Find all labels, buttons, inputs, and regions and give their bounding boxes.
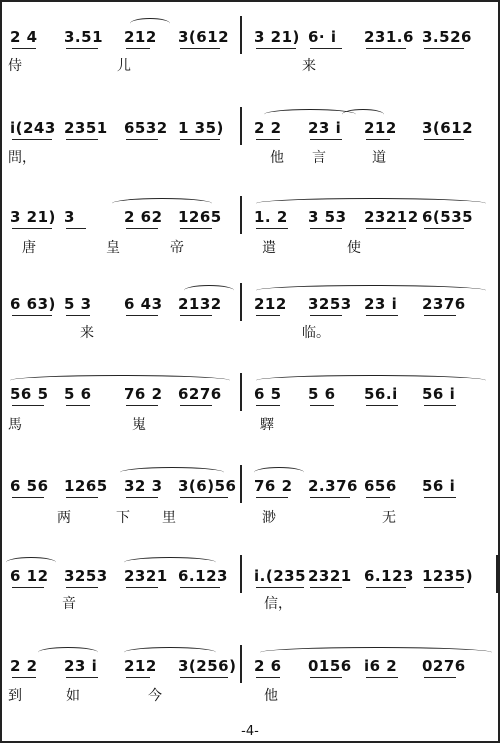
note-group: 1265	[178, 208, 222, 226]
beam-line	[310, 48, 342, 49]
note-group: 656	[364, 477, 397, 495]
beam-line	[12, 139, 52, 140]
slur-mark	[10, 375, 230, 386]
note-group: i6 2	[364, 657, 398, 675]
barline	[240, 196, 242, 234]
note-group: 3(256)	[178, 657, 237, 675]
beam-line	[12, 48, 36, 49]
beam-line	[424, 677, 456, 678]
note-group: 1265	[64, 477, 108, 495]
note-group: 32 3	[124, 477, 163, 495]
note-group: 3253	[308, 295, 352, 313]
note-group: 212	[124, 657, 157, 675]
note-group: 3	[64, 208, 75, 226]
note-group: 76 2	[254, 477, 293, 495]
system-4	[2, 285, 500, 377]
note-group: 6.123	[178, 567, 228, 585]
note-group: 6· i	[308, 28, 337, 46]
beam-line	[66, 228, 86, 229]
lyric-char: 唐	[22, 240, 36, 256]
beam-line	[126, 48, 150, 49]
beam-line	[310, 139, 342, 140]
barline	[240, 107, 242, 145]
note-group: 212	[254, 295, 287, 313]
slur-mark	[260, 647, 492, 658]
beam-line	[256, 315, 280, 316]
beam-line	[424, 139, 464, 140]
beam-line	[366, 587, 406, 588]
beam-line	[66, 139, 98, 140]
beam-line	[310, 228, 342, 229]
beam-line	[180, 677, 228, 678]
beam-line	[256, 587, 304, 588]
note-group: 6 43	[124, 295, 163, 313]
beam-line	[180, 315, 212, 316]
slur-mark	[6, 557, 56, 568]
system-5	[2, 375, 500, 467]
note-group: 6 63)	[10, 295, 56, 313]
note-group: 6 56	[10, 477, 49, 495]
beam-line	[66, 497, 98, 498]
note-group: 231.6	[364, 28, 414, 46]
lyric-char: 音	[62, 596, 76, 612]
system-3	[2, 198, 500, 290]
note-group: 2351	[64, 119, 108, 137]
beam-line	[126, 139, 158, 140]
note-group: 0156	[308, 657, 352, 675]
system-6	[2, 467, 500, 559]
system-1	[2, 18, 500, 110]
lyric-char: 渺	[262, 510, 276, 526]
note-group: i(243	[10, 119, 56, 137]
lyric-char: 来	[80, 325, 94, 341]
note-group: 1 35)	[178, 119, 224, 137]
beam-line	[366, 228, 406, 229]
note-group: 2 62	[124, 208, 163, 226]
slur-mark	[112, 198, 212, 209]
note-group: 2132	[178, 295, 222, 313]
beam-line	[424, 48, 464, 49]
lyric-char: 两	[57, 510, 71, 526]
note-group: 3 53	[308, 208, 347, 226]
beam-line	[126, 405, 158, 406]
lyric-char: 到	[8, 688, 22, 704]
note-group: 23 i	[308, 119, 342, 137]
note-group: 2 2	[254, 119, 282, 137]
slur-mark	[184, 285, 234, 296]
beam-line	[126, 228, 158, 229]
beam-line	[66, 315, 90, 316]
beam-line	[256, 48, 296, 49]
system-2	[2, 109, 500, 201]
beam-line	[310, 587, 342, 588]
beam-line	[66, 677, 98, 678]
note-group: 2321	[308, 567, 352, 585]
lyric-char: 問，	[8, 150, 36, 166]
note-group: 56 i	[422, 385, 456, 403]
note-group: 3(6)56	[178, 477, 237, 495]
note-group: 0276	[422, 657, 466, 675]
slur-mark	[120, 467, 224, 478]
beam-line	[366, 497, 390, 498]
beam-line	[424, 587, 464, 588]
lyric-char: 道	[372, 150, 386, 166]
note-group: 6276	[178, 385, 222, 403]
beam-line	[366, 315, 398, 316]
beam-line	[66, 405, 90, 406]
note-group: 3(612	[422, 119, 474, 137]
beam-line	[424, 228, 464, 229]
beam-line	[424, 497, 456, 498]
beam-line	[126, 497, 158, 498]
beam-line	[126, 315, 158, 316]
beam-line	[126, 677, 150, 678]
beam-line	[256, 677, 280, 678]
note-group: 1. 2	[254, 208, 288, 226]
note-group: 56.i	[364, 385, 398, 403]
beam-line	[12, 587, 44, 588]
beam-line	[180, 48, 220, 49]
lyric-char: 使	[347, 240, 361, 256]
lyric-char: 如	[66, 688, 80, 704]
lyric-char: 他	[270, 150, 284, 166]
lyric-char: 来	[302, 58, 316, 74]
note-group: 23 i	[364, 295, 398, 313]
lyric-char: 嵬	[132, 417, 146, 433]
beam-line	[66, 587, 98, 588]
lyric-char: 遣	[262, 240, 276, 256]
lyric-char: 临。	[302, 325, 330, 341]
system-7	[2, 557, 500, 649]
note-group: 5 6	[64, 385, 92, 403]
note-group: 23 i	[64, 657, 98, 675]
beam-line	[12, 228, 52, 229]
beam-line	[310, 405, 334, 406]
beam-line	[256, 497, 288, 498]
slur-mark	[124, 557, 216, 568]
slur-mark	[254, 467, 304, 478]
note-group: 212	[124, 28, 157, 46]
beam-line	[180, 405, 212, 406]
beam-line	[66, 48, 98, 49]
lyric-char: 里	[162, 510, 176, 526]
note-group: 56 5	[10, 385, 49, 403]
lyric-char: 馬	[8, 417, 22, 433]
note-group: 212	[364, 119, 397, 137]
beam-line	[366, 139, 390, 140]
beam-line	[12, 405, 44, 406]
lyric-char: 言	[312, 150, 326, 166]
lyric-char: 皇	[106, 240, 120, 256]
note-group: 6 5	[254, 385, 282, 403]
barline	[240, 555, 242, 593]
note-group: 3253	[64, 567, 108, 585]
lyric-char: 今	[148, 688, 162, 704]
note-group: 5 3	[64, 295, 92, 313]
beam-line	[126, 587, 158, 588]
note-group: 6 12	[10, 567, 49, 585]
note-group: 3 21)	[254, 28, 300, 46]
lyric-char: 信，	[264, 596, 292, 612]
note-group: 3.51	[64, 28, 104, 46]
lyric-char: 驛	[260, 417, 274, 433]
note-group: 76 2	[124, 385, 163, 403]
slur-mark	[38, 647, 98, 658]
beam-line	[256, 139, 280, 140]
note-group: 23212	[364, 208, 419, 226]
slur-mark	[342, 109, 384, 120]
beam-line	[424, 405, 456, 406]
beam-line	[366, 405, 398, 406]
lyric-char: 帝	[170, 240, 184, 256]
beam-line	[366, 677, 398, 678]
beam-line	[180, 497, 228, 498]
barline	[240, 16, 242, 54]
lyric-char: 无	[382, 510, 396, 526]
beam-line	[12, 677, 36, 678]
beam-line	[366, 48, 406, 49]
beam-line	[424, 315, 456, 316]
beam-line	[310, 677, 342, 678]
beam-line	[180, 228, 212, 229]
slur-mark	[124, 647, 216, 658]
barline	[240, 645, 242, 683]
note-group: 2 6	[254, 657, 282, 675]
note-group: 2376	[422, 295, 466, 313]
beam-line	[12, 315, 52, 316]
lyric-char: 他	[264, 688, 278, 704]
lyric-char: 儿	[117, 58, 131, 74]
beam-line	[310, 497, 350, 498]
note-group: 2321	[124, 567, 168, 585]
beam-line	[12, 497, 44, 498]
note-group: 3(612	[178, 28, 230, 46]
barline	[496, 555, 498, 593]
note-group: 1235)	[422, 567, 474, 585]
note-group: 6(535	[422, 208, 474, 226]
note-group: 6.123	[364, 567, 414, 585]
beam-line	[256, 228, 288, 229]
barline	[240, 373, 242, 411]
note-group: 2 2	[10, 657, 38, 675]
note-group: 3.526	[422, 28, 472, 46]
slur-mark	[256, 198, 486, 209]
note-group: 2.376	[308, 477, 358, 495]
note-group: i.(235	[254, 567, 307, 585]
lyric-char: 侍	[8, 58, 22, 74]
slur-mark	[256, 375, 486, 386]
note-group: 2 4	[10, 28, 38, 46]
note-group: 6532	[124, 119, 168, 137]
note-group: 5 6	[308, 385, 336, 403]
page-number: -4-	[241, 724, 259, 739]
slur-mark	[256, 285, 486, 296]
barline	[240, 465, 242, 503]
note-group: 3 21)	[10, 208, 56, 226]
beam-line	[310, 315, 342, 316]
note-group: 56 i	[422, 477, 456, 495]
beam-line	[180, 139, 220, 140]
beam-line	[180, 587, 220, 588]
lyric-char: 下	[116, 510, 130, 526]
barline	[240, 283, 242, 321]
slur-mark	[130, 18, 170, 29]
beam-line	[256, 405, 280, 406]
